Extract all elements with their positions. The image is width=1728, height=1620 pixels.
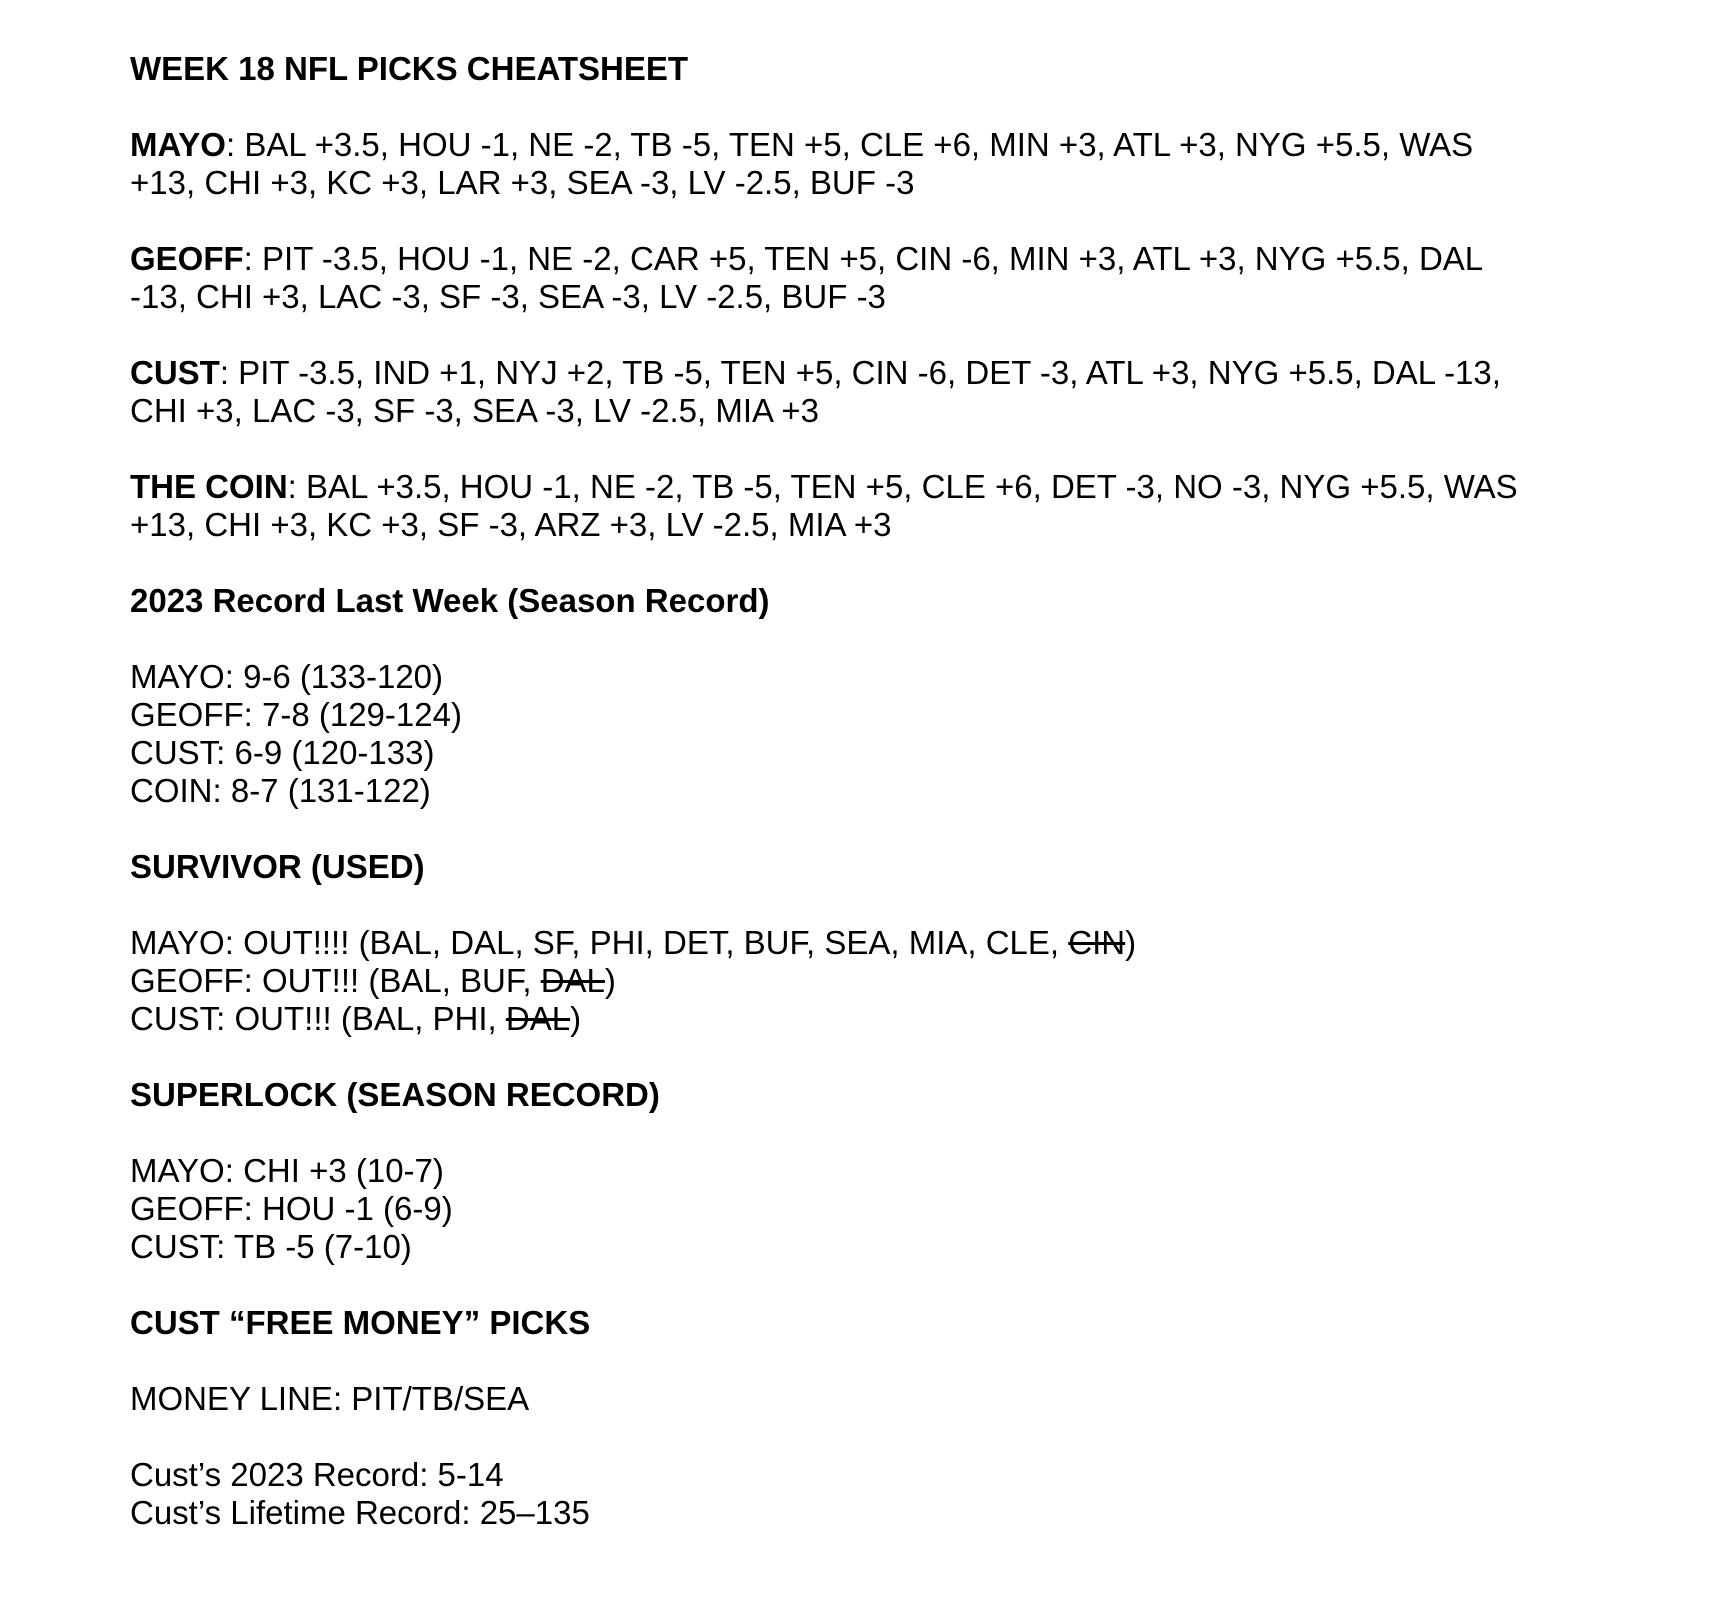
picker-name: GEOFF xyxy=(130,240,244,277)
picks-text-continued: -13, CHI +3, LAC -3, SF -3, SEA -3, LV -2.5, BUF -3 xyxy=(130,278,886,315)
money-line-picks: MONEY LINE: PIT/TB/SEA xyxy=(130,1380,530,1417)
picks-text: : BAL +3.5, HOU -1, NE -2, TB -5, TEN +5, CLE +6, MIN +3, ATL +3, NYG +5.5, WAS xyxy=(225,126,1474,163)
survivor-line xyxy=(130,924,1610,962)
free-money-heading: CUST “FREE MONEY” PICKS xyxy=(130,1304,591,1341)
cust-lifetime-record: Cust’s Lifetime Record: 25–135 xyxy=(130,1494,590,1531)
cheatsheet-document xyxy=(130,50,1610,1532)
picker-name: THE COIN xyxy=(130,468,288,505)
picker-name: CUST xyxy=(130,354,220,391)
survivor-line xyxy=(130,962,1610,1000)
picks-text-continued: +13, CHI +3, KC +3, LAR +3, SEA -3, LV -2.5, BUF -3 xyxy=(130,164,915,201)
cust-2023-record: Cust’s 2023 Record: 5-14 xyxy=(130,1456,504,1493)
picks-mayo xyxy=(130,126,1610,202)
record-line: GEOFF: 7-8 (129-124) xyxy=(130,696,462,733)
picks-cust xyxy=(130,354,1610,430)
superlock-line: CUST: TB -5 (7-10) xyxy=(130,1228,412,1265)
record-line: COIN: 8-7 (131-122) xyxy=(130,772,431,809)
survivor-used-teams: CUST: OUT!!! (BAL, PHI, xyxy=(130,1000,506,1037)
page-title: WEEK 18 NFL PICKS CHEATSHEET xyxy=(130,50,689,87)
superlock-heading: SUPERLOCK (SEASON RECORD) xyxy=(130,1076,660,1113)
survivor-used-teams: GEOFF: OUT!!! (BAL, BUF, xyxy=(130,962,541,999)
eliminated-team: CIN xyxy=(1068,924,1126,961)
picks-text: : PIT -3.5, IND +1, NYJ +2, TB -5, TEN +5, CIN -6, DET -3, ATL +3, NYG +5.5, DAL -13, xyxy=(219,354,1501,391)
eliminated-team: DAL xyxy=(540,962,605,999)
eliminated-team: DAL xyxy=(505,1000,571,1037)
closing-paren: ) xyxy=(570,1000,582,1037)
record-line: MAYO: 9-6 (133-120) xyxy=(130,658,444,695)
record-line: CUST: 6-9 (120-133) xyxy=(130,734,435,771)
survivor-heading: SURVIVOR (USED) xyxy=(130,848,425,885)
superlock-line: MAYO: CHI +3 (10-7) xyxy=(130,1152,444,1189)
record-heading: 2023 Record Last Week (Season Record) xyxy=(130,582,770,619)
picks-text: : BAL +3.5, HOU -1, NE -2, TB -5, TEN +5, CLE +6, DET -3, NO -3, NYG +5.5, WAS xyxy=(287,468,1518,505)
survivor-used-teams: MAYO: OUT!!!! (BAL, DAL, SF, PHI, DET, BUF, SEA, MIA, CLE, xyxy=(130,924,1069,961)
survivor-line xyxy=(130,1000,1610,1038)
picks-text: : PIT -3.5, HOU -1, NE -2, CAR +5, TEN +5, CIN -6, MIN +3, ATL +3, NYG +5.5, DAL xyxy=(243,240,1484,277)
superlock-line: GEOFF: HOU -1 (6-9) xyxy=(130,1190,453,1227)
picks-coin xyxy=(130,468,1610,544)
closing-paren: ) xyxy=(1125,924,1137,961)
picker-name: MAYO xyxy=(130,126,226,163)
picks-text-continued: CHI +3, LAC -3, SF -3, SEA -3, LV -2.5, MIA +3 xyxy=(130,392,820,429)
closing-paren: ) xyxy=(604,962,616,999)
picks-geoff xyxy=(130,240,1610,316)
picks-text-continued: +13, CHI +3, KC +3, SF -3, ARZ +3, LV -2.5, MIA +3 xyxy=(130,506,892,543)
